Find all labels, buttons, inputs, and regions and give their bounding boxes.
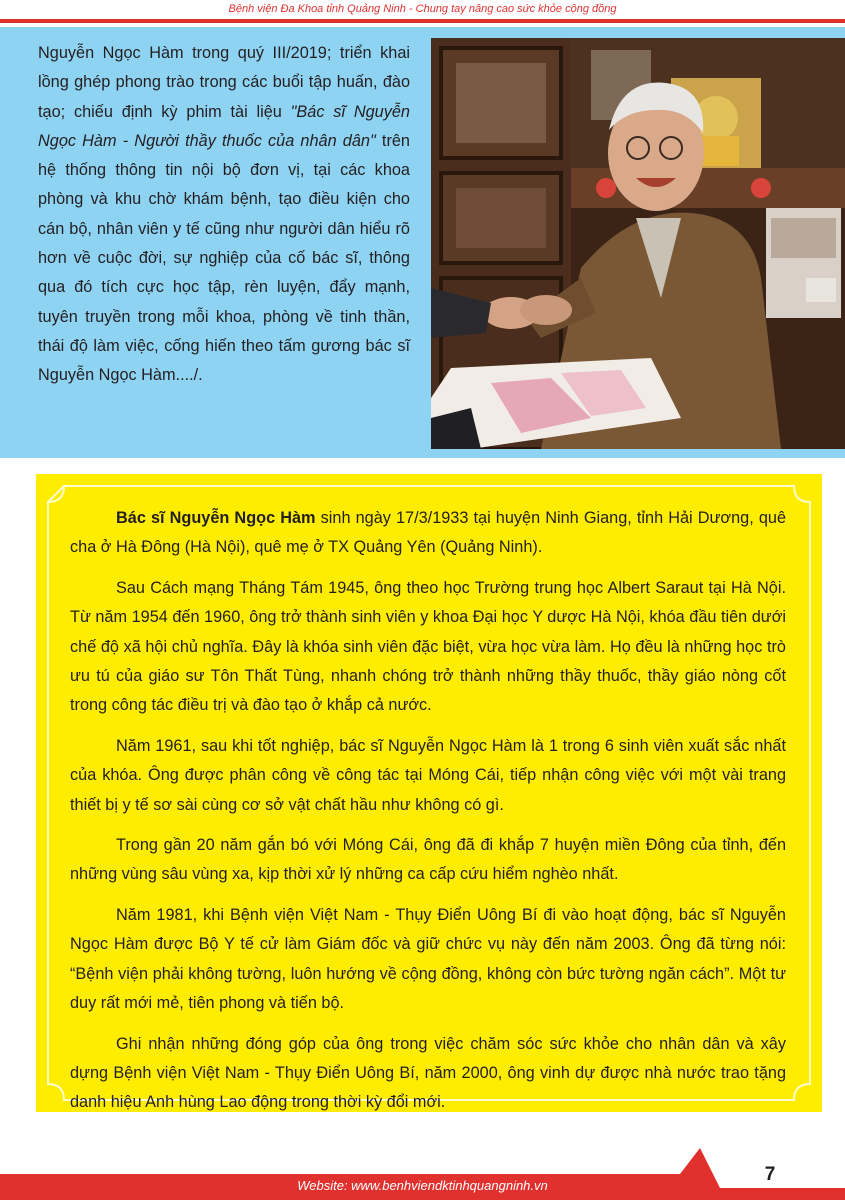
biography-text [70,504,786,1129]
portrait-photo [431,38,845,449]
bio-p1-rest: sinh ngày 17/3/1933 tại huyện Ninh Giang, tỉnh Hải Dương, quê cha ở Hà Đông (Hà Nội), quê mẹ ở TX Quảng Yên (Quảng Ninh). [70,509,786,557]
top-text-italic: "Bác sĩ Nguyễn Ngọc Hàm - Người thầy thuốc của nhân dân" [38,102,410,150]
top-paragraph [38,39,410,391]
header-title: Bệnh viện Đa Khoa tỉnh Quảng Ninh - Chung tay nâng cao sức khỏe cộng đồng [228,3,617,15]
biography-box [36,474,822,1112]
bio-paragraph-2: Sau Cách mạng Tháng Tám 1945, ông theo học Trường trung học Albert Saraut tại Hà Nội. Từ năm 1954 đến 1960, ông trở thành sinh viên y khoa Đại học Y dược Hà Nội, khóa đầu tiên dưới chế độ xã hội chủ nghĩa. Đây là khóa sinh viên đặc biệt, vừa học vừa làm. Họ đều là những học trò ưu tú của giáo sư Tôn Thất Tùng, nhanh chóng trở thành những thầy thuốc, thầy giáo nòng cốt trong công tác điều trị và đào tạo ở khắp cả nước. [70,578,786,715]
top-text-part1: Nguyễn Ngọc Hàm trong quý III/2019; triển khai lồng ghép phong trào trong các buổi tập huấn, đào tạo; chiếu định kỳ phim tài liệu [38,44,410,121]
top-text-part2: trên hệ thống thông tin nội bộ đơn vị, tại các khoa phòng và khu chờ khám bệnh, tạo điều kiện cho cán bộ, nhân viên y tế cũng như người dân hiểu rõ hơn về cuộc đời, sự nghiệp của cố bác sĩ, thông qua đó tích cực học tập, rèn luyện, đẩy mạnh, tuyên truyền trong mỗi khoa, phòng về tinh thần, thái độ làm việc, cống hiến theo tấm gương bác sĩ Nguyễn Ngọc Hàm..../. [38,131,410,385]
bio-paragraph-4: Trong gần 20 năm gắn bó với Móng Cái, ông đã đi khắp 7 huyện miền Đông của tỉnh, đến những vùng sâu vùng xa, kịp thời xử lý những ca cấp cứu hiểm nghèo nhất. [70,836,786,884]
page-footer [0,1148,845,1200]
page-number: 7 [764,1164,776,1185]
bio-paragraph-6: Ghi nhận những đóng góp của ông trong việc chăm sóc sức khỏe cho nhân dân và xây dựng Bệnh viện Việt Nam - Thụy Điển Uông Bí, năm 2000, ông vinh dự được nhà nước trao tặng danh hiệu Anh hùng Lao động trong thời kỳ đổi mới. [70,1034,786,1112]
header-divider [0,19,845,23]
photo-illustration [431,38,845,449]
footer-website: Website: www.benhviendktinhquangninh.vn [297,1178,548,1193]
bio-paragraph-5: Năm 1981, khi Bệnh viện Việt Nam - Thụy Điển Uông Bí đi vào hoạt động, bác sĩ Nguyễn Ngọc Hàm được Bộ Y tế cử làm Giám đốc và giữ chức vụ này đến năm 2003. Ông đã từng nói: “Bệnh viện phải không tường, luôn hướng về cộng đồng, không còn bức tường ngăn cách”. Một tư duy rất mới mẻ, tiên phong và tiến bộ. [70,905,786,1013]
page-header [0,0,845,27]
bio-name: Bác sĩ Nguyễn Ngọc Hàm [116,509,316,527]
bio-paragraph-3: Năm 1961, sau khi tốt nghiệp, bác sĩ Nguyễn Ngọc Hàm là 1 trong 6 sinh viên xuất sắc nhất của khóa. Ông được phân công về công tác tại Móng Cái, tiếp nhận công việc với một vài trang thiết bị y tế sơ sài cùng cơ sở vật chất hầu như không có gì. [70,736,786,814]
top-section [0,27,845,458]
bio-paragraph-1 [70,504,786,563]
